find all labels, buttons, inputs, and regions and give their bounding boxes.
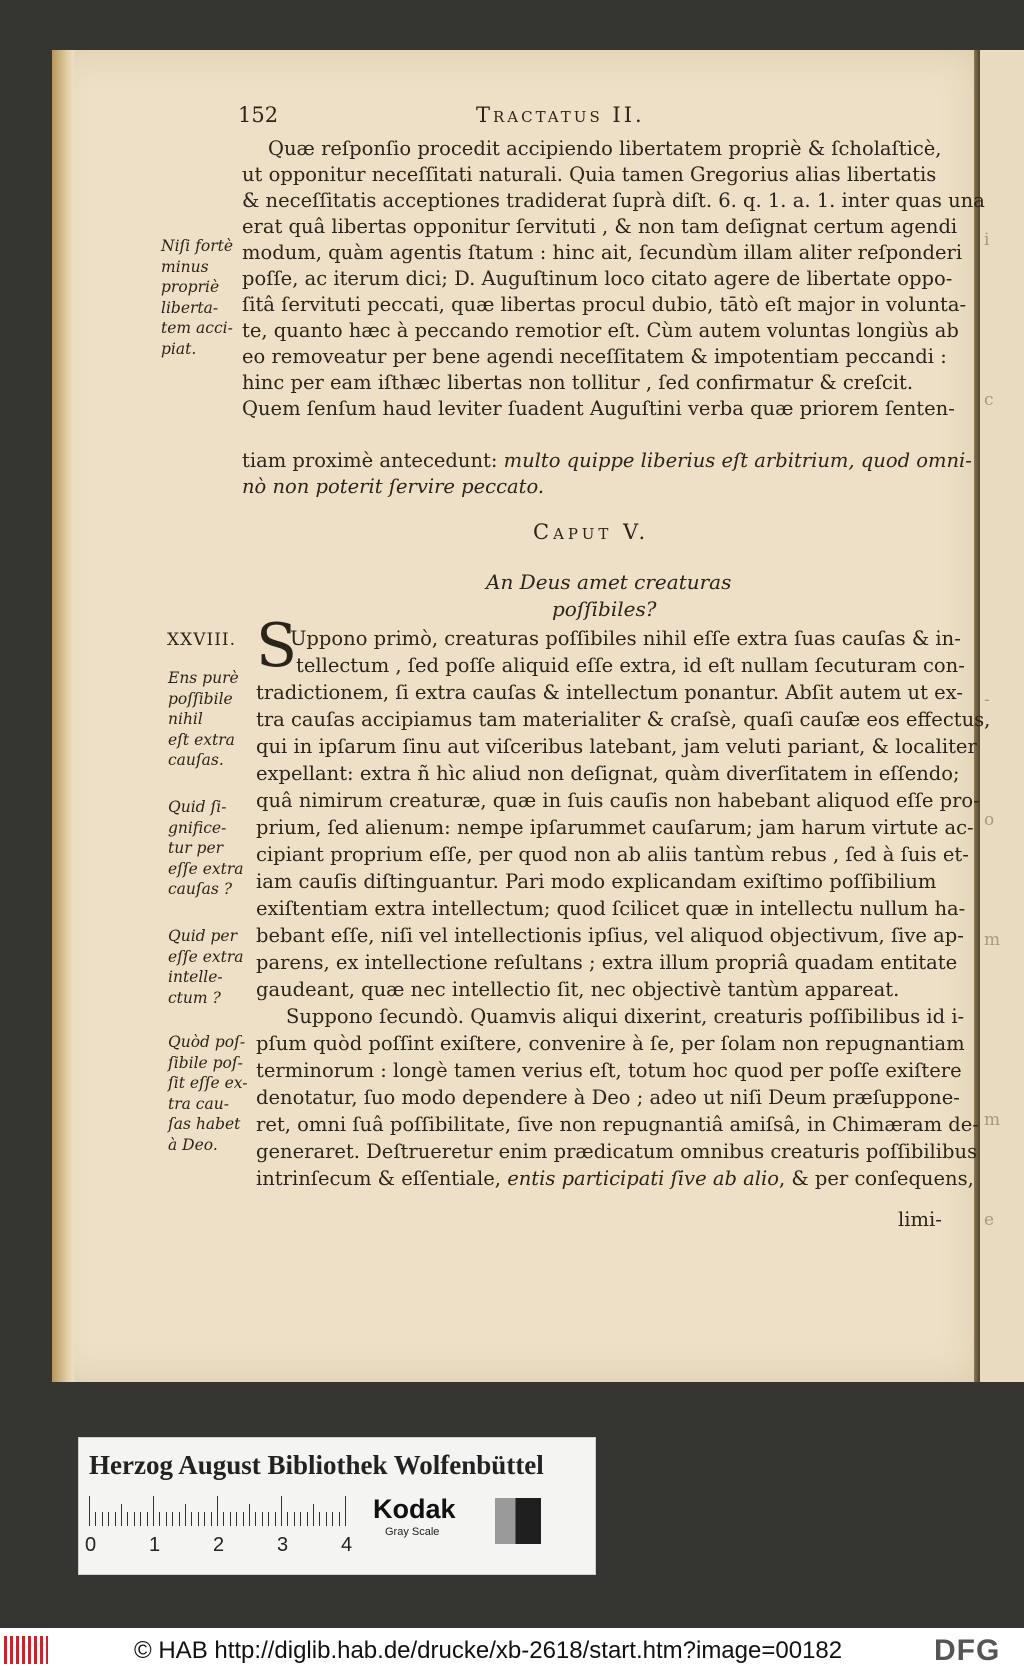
- ruler-tick: [345, 1496, 346, 1526]
- ruler-tick: [300, 1512, 301, 1526]
- ruler-tick: [339, 1512, 340, 1526]
- paragraph-line: Quæ reſponſio procedit accipiendo libertatem propriè & ſcholaſticè,: [268, 137, 942, 160]
- paragraph-line: pſum quòd poſſint exiſtere, convenire à ſe, per ſolam non repugnantiam: [256, 1032, 965, 1055]
- ruler-tick: [326, 1512, 327, 1526]
- paragraph-line: [256, 1166, 974, 1192]
- hab-logo-icon: [4, 1636, 48, 1664]
- ruler-tick: [243, 1512, 244, 1526]
- paragraph-line: Suppono ſecundò. Quamvis aliqui dixerint, creaturis poſſibilibus id i-: [286, 1005, 965, 1028]
- ruler-tick: [191, 1512, 192, 1526]
- ruler-number: 1: [149, 1534, 161, 1556]
- paragraph-line: nò non poterit ſervire peccato.: [242, 475, 545, 498]
- ruler-tick: [230, 1512, 231, 1526]
- margin-note: Niſi fortè minus propriè liberta- tem acci- piat.: [161, 237, 234, 358]
- library-name: Herzog August Bibliothek Wolfenbüttel: [89, 1450, 544, 1480]
- ruler-tick: [255, 1512, 256, 1526]
- page-number: 152: [238, 103, 279, 127]
- margin-note: Quòd poſ- ſibile poſ- ſit eſſe ex- tra cau- ſas habet à Deo.: [168, 1033, 248, 1154]
- paragraph-line: Quem ſenſum haud leviter ſuadent Auguſtini verba quæ priorem ſenten-: [242, 397, 955, 420]
- margin-note: Quid ſi- gnifice- tur per eſſe extra cauſas ?: [168, 798, 244, 898]
- gray-scale-label: Gray Scale: [385, 1526, 440, 1538]
- ruler-tick: [185, 1504, 186, 1526]
- gray-scale-patch: [495, 1498, 541, 1544]
- dfg-logo: DFG: [934, 1634, 1001, 1667]
- paragraph-line: & neceſſitatis acceptiones tradiderat ſuprà diſt. 6. q. 1. a. 1. inter quas una: [242, 189, 985, 212]
- paragraph-line: Uppono primò, creaturas poſſibiles nihil eſſe extra ſuas cauſas & in-: [290, 627, 961, 650]
- paragraph-line: terminorum : longè tamen verius eſt, totum hoc quod per poſſe exiſtere: [256, 1059, 962, 1082]
- running-title: Tractatus II.: [476, 103, 645, 127]
- ruler-number: 0: [85, 1534, 97, 1556]
- ruler-number: 2: [213, 1534, 225, 1556]
- ruler-tick: [262, 1512, 263, 1526]
- italic-quote: multo quippe liberius eſt arbitrium, quod omni-: [503, 449, 972, 472]
- ruler-tick: [332, 1512, 333, 1526]
- paragraph-line: prium, ſed alienum: nempe ipſarummet cauſarum; jam harum virtute ac-: [256, 816, 974, 839]
- ruler-tick: [249, 1504, 250, 1526]
- ruler-tick: [211, 1512, 212, 1526]
- text-segment: , & per conſequens,: [778, 1167, 974, 1190]
- ruler-tick: [159, 1512, 160, 1526]
- ruler-tick: [166, 1512, 167, 1526]
- paragraph-line: generaret. Deſtrueretur enim prædicatum omnibus creaturis poſſibilibus: [256, 1140, 978, 1163]
- ruler-number: 4: [341, 1534, 353, 1556]
- text-segment: tiam proximè antecedunt:: [242, 449, 504, 472]
- paragraph-line: [242, 448, 972, 474]
- ruler-tick: [281, 1496, 282, 1526]
- paragraph-line: tra cauſas accipiamus tam materialiter & craſsè, quaſi cauſæ eos effectus,: [256, 708, 991, 731]
- paragraph-line: expellant: extra ñ hìc aliud non deſignat, quàm diverſitatem in eſſendo;: [256, 762, 960, 785]
- paragraph-line: qui in ipſarum ſinu aut viſceribus latebant, jam veluti pariant, & localiter: [256, 735, 977, 758]
- ruler-tick: [294, 1512, 295, 1526]
- ruler-tick: [223, 1512, 224, 1526]
- ruler-tick: [108, 1512, 109, 1526]
- ruler-tick: [147, 1512, 148, 1526]
- paragraph-line: bebant eſſe, niſi vel intellectionis ipſius, vel aliquod objectivum, ſive ap-: [256, 924, 964, 947]
- paragraph-line: quâ nimirum creaturæ, quæ in ſuis cauſis non habebant aliquod eſſe pro-: [256, 789, 980, 812]
- paragraph-line: ſitâ ſervituti peccati, quæ libertas procul dubio, tātò eſt major in volunta-: [242, 293, 967, 316]
- ruler-tick: [275, 1512, 276, 1526]
- ruler-tick: [95, 1512, 96, 1526]
- paragraph-line: ret, omni ſuâ poſſibilitate, ſive non repugnantiâ amiſsâ, in Chimæram de-: [256, 1113, 979, 1136]
- ruler-tick: [236, 1512, 237, 1526]
- ruler-tick: [179, 1512, 180, 1526]
- section-numeral: XXVIII.: [167, 630, 237, 650]
- paragraph-line: tellectum , ſed poſſe aliquid eſſe extra, id eſt nullam ſecuturam con-: [296, 654, 965, 677]
- paragraph-line: iam cauſis diſtinguantur. Pari modo explicandam exiſtimo poſſibilium: [256, 870, 937, 893]
- measurement-ruler: [89, 1496, 351, 1526]
- ruler-tick: [217, 1496, 218, 1526]
- paragraph-line: parens, ex intellectione reſultans ; extra illum propriâ quadam entitate: [256, 951, 958, 974]
- ruler-tick: [204, 1512, 205, 1526]
- footer-bar: [0, 1628, 1024, 1670]
- ruler-tick: [319, 1512, 320, 1526]
- drop-cap: S: [256, 611, 298, 681]
- text-segment: intrinſecum & eſſentiale,: [256, 1167, 508, 1190]
- paragraph-line: modum, quàm agentis ſtatum : hinc ait, ſecundùm illam aliter reſponderi: [242, 241, 963, 264]
- ruler-tick: [313, 1504, 314, 1526]
- ruler-tick: [287, 1512, 288, 1526]
- paragraph-line: denotatur, ſuo modo dependere à Deo ; adeo ut niſi Deum præſuppone-: [256, 1086, 960, 1109]
- source-link[interactable]: © HAB http://diglib.hab.de/drucke/xb-2618/start.htm?image=00182: [134, 1637, 843, 1664]
- paragraph-line: ut opponitur neceſſitati naturali. Quia tamen Gregorius alias libertatis: [242, 163, 937, 186]
- kodak-logo: Kodak: [373, 1494, 456, 1524]
- paragraph-line: gaudeant, quæ nec intellectio ſit, nec objectivè tantùm appareat.: [256, 978, 900, 1001]
- ruler-tick: [198, 1512, 199, 1526]
- ruler-number: 3: [277, 1534, 289, 1556]
- paragraph-line: hinc per eam iſthæc libertas non tollitur , ſed confirmatur & creſcit.: [242, 371, 914, 394]
- paragraph-line: erat quâ libertas opponitur ſervituti , & non tam deſignat certum agendi: [242, 215, 958, 238]
- paragraph-line: te, quanto hæc à peccando remotior eſt. Cùm autem voluntas longiùs ab: [242, 319, 959, 342]
- color-calibration-card: [78, 1437, 596, 1575]
- catchword: limi-: [898, 1208, 942, 1231]
- margin-note: Quid per eſſe extra intelle- ctum ?: [168, 927, 244, 1007]
- paragraph-line: exiſtentiam extra intellectum; quod ſcilicet quæ in intellectu nullum ha-: [256, 897, 966, 920]
- paragraph-line: tradictionem, ſi extra cauſas & intellectum ponantur. Abſit autem ut ex-: [256, 681, 963, 704]
- running-head: [238, 103, 938, 133]
- ruler-tick: [127, 1512, 128, 1526]
- paragraph-line: eo removeatur per bene agendi neceſſitatem & impotentiam peccandi :: [242, 345, 947, 368]
- ruler-tick: [172, 1512, 173, 1526]
- ruler-tick: [134, 1512, 135, 1526]
- ruler-tick: [102, 1512, 103, 1526]
- ruler-tick: [115, 1512, 116, 1526]
- question-title-line-1: An Deus amet creaturas: [486, 570, 732, 594]
- facing-page-edge: i c - o m m e: [980, 50, 1024, 1382]
- ruler-tick: [140, 1512, 141, 1526]
- ruler-tick: [89, 1496, 90, 1526]
- ruler-tick: [307, 1512, 308, 1526]
- chapter-title: Caput V.: [533, 520, 650, 544]
- margin-note: Ens purè poſſibile nihil eſt extra cauſas.: [168, 669, 239, 769]
- paragraph-line: poſſe, ac iterum dici; D. Auguſtinum loco citato agere de libertate oppo-: [242, 267, 953, 290]
- page-edge: [52, 50, 74, 1382]
- question-title-line-2: poſſibiles?: [552, 597, 657, 621]
- ruler-tick: [268, 1512, 269, 1526]
- paragraph-line: cipiant proprium eſſe, per quod non ab aliis tantùm rebus , ſed à ſuis et-: [256, 843, 969, 866]
- italic-phrase: entis participati ſive ab alio: [507, 1167, 779, 1190]
- ruler-tick: [121, 1504, 122, 1526]
- ruler-tick: [153, 1496, 154, 1526]
